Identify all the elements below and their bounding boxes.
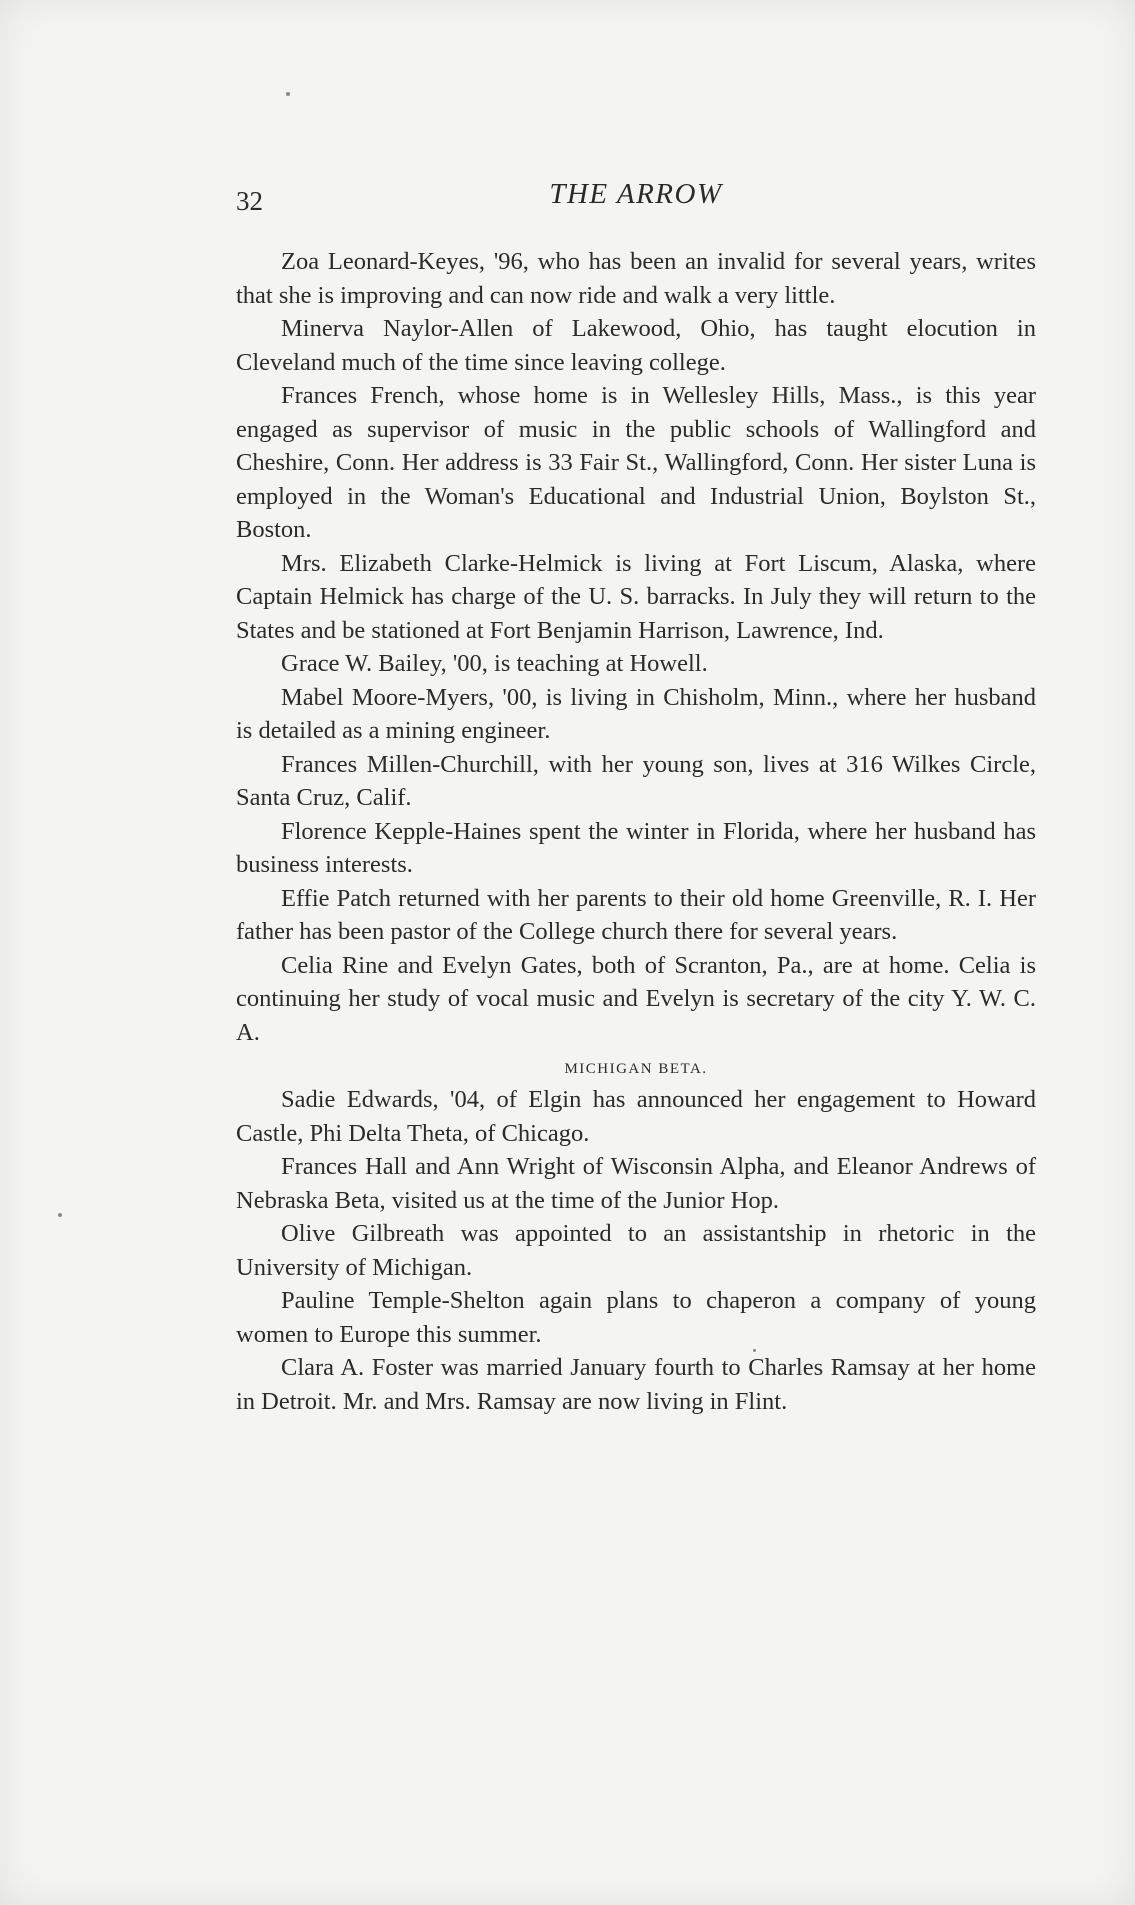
paragraph: Sadie Edwards, '04, of Elgin has announced her engagement to Howard Castle, Phi Delta Theta, of Chicago. — [236, 1086, 1036, 1147]
paragraph: Frances Millen-Churchill, with her young son, lives at 316 Wilkes Circle, Santa Cruz, Calif. — [236, 750, 1036, 811]
page-number: 32 — [236, 186, 263, 216]
paragraph: Celia Rine and Evelyn Gates, both of Scranton, Pa., are at home. Celia is continuing her study of vocal music and Evelyn is secretary of the city Y. W. C. A. — [236, 951, 1036, 1046]
paragraph: Effie Patch returned with her parents to their old home Greenville, R. I. Her father has been pastor of the College church there for several years. — [236, 884, 1036, 945]
body-text — [236, 245, 1036, 1418]
paragraph: Frances Hall and Ann Wright of Wisconsin Alpha, and Eleanor Andrews of Nebraska Beta, visited us at the time of the Junior Hop. — [236, 1153, 1036, 1214]
paper-speck — [286, 92, 290, 96]
paragraph: Pauline Temple-Shelton again plans to chaperon a company of young women to Europe this summer. — [236, 1287, 1036, 1348]
running-title: THE ARROW — [549, 178, 723, 210]
paragraph: Minerva Naylor-Allen of Lakewood, Ohio, has taught elocution in Cleveland much of the time since leaving college. — [236, 315, 1036, 376]
page-header — [236, 178, 1036, 218]
paragraph: Zoa Leonard-Keyes, '96, who has been an invalid for several years, writes that she is improving and can now ride and walk a very little. — [236, 248, 1036, 309]
paragraph: Clara A. Foster was married January fourth to Charles Ramsay at her home in Detroit. Mr. and Mrs. Ramsay are now living in Flint. — [236, 1354, 1036, 1415]
paragraph: Mabel Moore-Myers, '00, is living in Chisholm, Minn., where her husband is detailed as a mining engineer. — [236, 683, 1036, 744]
paragraph: Mrs. Elizabeth Clarke-Helmick is living at Fort Liscum, Alaska, where Captain Helmick has charge of the U. S. barracks. In July they will return to the States and be stationed at Fort Benjamin Harrison, Lawrence, Ind. — [236, 549, 1036, 644]
paragraph: Frances French, whose home is in Wellesley Hills, Mass., is this year engaged as supervisor of music in the public schools of Wallingford and Cheshire, Conn. Her address is 33 Fair St., Wallingford, Conn. Her sister Luna is employed in the Woman's Educational and Industrial Union, Boylston St., Boston. — [236, 382, 1036, 543]
paper-speck — [58, 1213, 62, 1217]
paragraph: Florence Kepple-Haines spent the winter in Florida, where her husband has business interests. — [236, 817, 1036, 878]
section-heading: MICHIGAN BETA. — [564, 1061, 708, 1077]
paragraph: Grace W. Bailey, '00, is teaching at Howell. — [281, 650, 708, 677]
paragraph: Olive Gilbreath was appointed to an assistantship in rhetoric in the University of Michigan. — [236, 1220, 1036, 1281]
